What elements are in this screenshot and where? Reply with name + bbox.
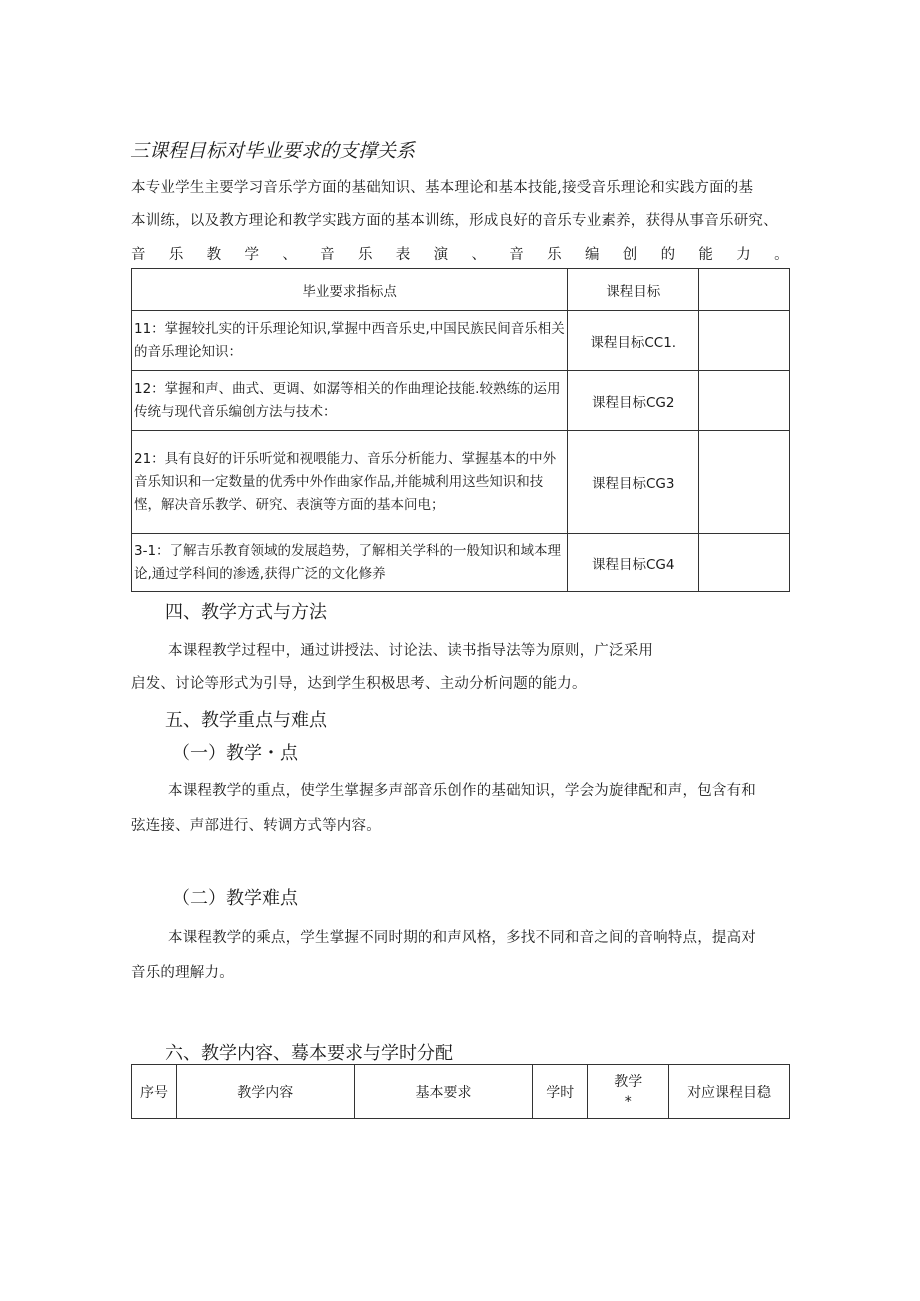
requirement-cell: 3-1：了解吉乐教育领域的发展趋势，了解相关学科的一般知识和域本理论,通过学科间的渗透,获得广泛的文化修养: [132, 534, 568, 592]
header-serial: 序号: [132, 1065, 177, 1119]
header-method-line1: 教学: [614, 1073, 643, 1090]
requirement-cell: 11：掌握较扎实的讦乐理论知识,掌握中西音乐史,中国民族民间音乐相关的音乐理论知识：: [132, 311, 568, 371]
header-empty: [699, 269, 790, 311]
spread-char: 能: [698, 247, 714, 263]
goal-cell: 课程目标CC1.: [568, 311, 699, 371]
section5-sub1-line1: 本课程教学的重点，使学生掌握多声部音乐创作的基础知识，学会为旋律配和声，包含有和: [168, 783, 756, 799]
header-method-line2: *: [624, 1093, 632, 1110]
goal-cell: 课程目标CG4: [568, 534, 699, 592]
table-row: [132, 311, 790, 371]
spread-char: 力: [736, 247, 751, 263]
section3-heading: 三课程目标对毕业要求的支撑关系: [130, 140, 416, 162]
empty-cell: [699, 371, 790, 431]
header-method: [588, 1065, 669, 1119]
spread-char: 音: [509, 247, 524, 263]
spread-char: 的: [660, 247, 676, 263]
header-course-goal: 对应课程目稳: [669, 1065, 790, 1119]
section5-sub2-heading: （二）教学难点: [172, 888, 298, 909]
header-hours: 学时: [533, 1065, 588, 1119]
section4-paragraph-line2: 启发、讨论等形式为引导，达到学生积极思考、主动分析问题的能力。: [131, 676, 587, 692]
spread-char: 编: [584, 247, 600, 263]
empty-cell: [699, 431, 790, 534]
spread-char: 音: [320, 247, 335, 263]
empty-cell: [699, 311, 790, 371]
section3-paragraph-line1: 本专业学生主要学习音乐学方面的基础知识、基本理论和基本技能,接受音乐理论和实践方面的基: [131, 180, 754, 196]
spread-char: 乐: [357, 247, 373, 263]
section5-sub1-line2: 弦连接、声部进行、转调方式等内容。: [131, 818, 381, 834]
spread-char: 创: [622, 247, 638, 263]
header-requirement: 毕业要求指标点: [132, 269, 568, 311]
table-row: [132, 431, 790, 534]
section6-heading: 六、教学内容、蓦本要求与学时分配: [165, 1043, 453, 1064]
section5-heading: 五、教学重点与难点: [165, 710, 327, 731]
spread-char: 演: [433, 247, 449, 263]
table-header-row: [132, 269, 790, 311]
spread-char: 学: [244, 247, 260, 263]
goal-cell: 课程目标CG2: [568, 371, 699, 431]
section3-paragraph-line2: 本训练，以及教方理论和教学实践方面的基本训练，形成良好的音乐专业素养，获得从事音乐研究、: [131, 213, 778, 229]
spread-char: 乐: [168, 247, 184, 263]
section5-sub2-line1: 本课程教学的乘点，学生掌握不同时期的和声风格，多找不同和音之间的音响特点，提高对: [168, 930, 756, 946]
section4-paragraph-line1: 本课程教学过程中，通过讲授法、讨论法、读书指导法等为原则，广泛采用: [168, 643, 654, 659]
spread-char: 音: [131, 247, 146, 263]
section5-sub2-line2: 音乐的理解力。: [131, 965, 234, 981]
table-row: [132, 371, 790, 431]
spread-char: 教: [206, 247, 222, 263]
requirement-cell: 21：具有良好的讦乐听觉和视喂能力、音乐分析能力、掌握基本的中外音乐知识和一定数量的优秀中外作曲家作品,并能城利用这些知识和技悭，解决音乐教学、研究、表演等方面的基本问电；: [132, 431, 568, 534]
section3-paragraph-line3: [131, 243, 789, 264]
spread-char: 表: [395, 247, 411, 263]
table-row: [132, 534, 790, 592]
goal-cell: 课程目标CG3: [568, 431, 699, 534]
table-header-row: [132, 1065, 790, 1119]
spread-char: 、: [471, 247, 487, 263]
header-content: 教学内容: [176, 1065, 354, 1119]
empty-cell: [699, 534, 790, 592]
requirement-cell: 12：掌握和声、曲式、更调、如潺等相关的作曲理论技能.较熟练的运用传统与现代音乐编创方法与技术：: [132, 371, 568, 431]
header-course-goal: 课程目标: [568, 269, 699, 311]
spread-char: 。: [774, 247, 789, 263]
support-relation-table: [131, 268, 790, 592]
section4-heading: 四、教学方式与方法: [165, 602, 327, 623]
section5-sub1-heading: （一）教学・点: [172, 743, 298, 764]
teaching-content-table: [131, 1064, 790, 1119]
spread-char: 乐: [547, 247, 562, 263]
spread-char: 、: [282, 247, 298, 263]
header-requirement: 基本要求: [354, 1065, 533, 1119]
